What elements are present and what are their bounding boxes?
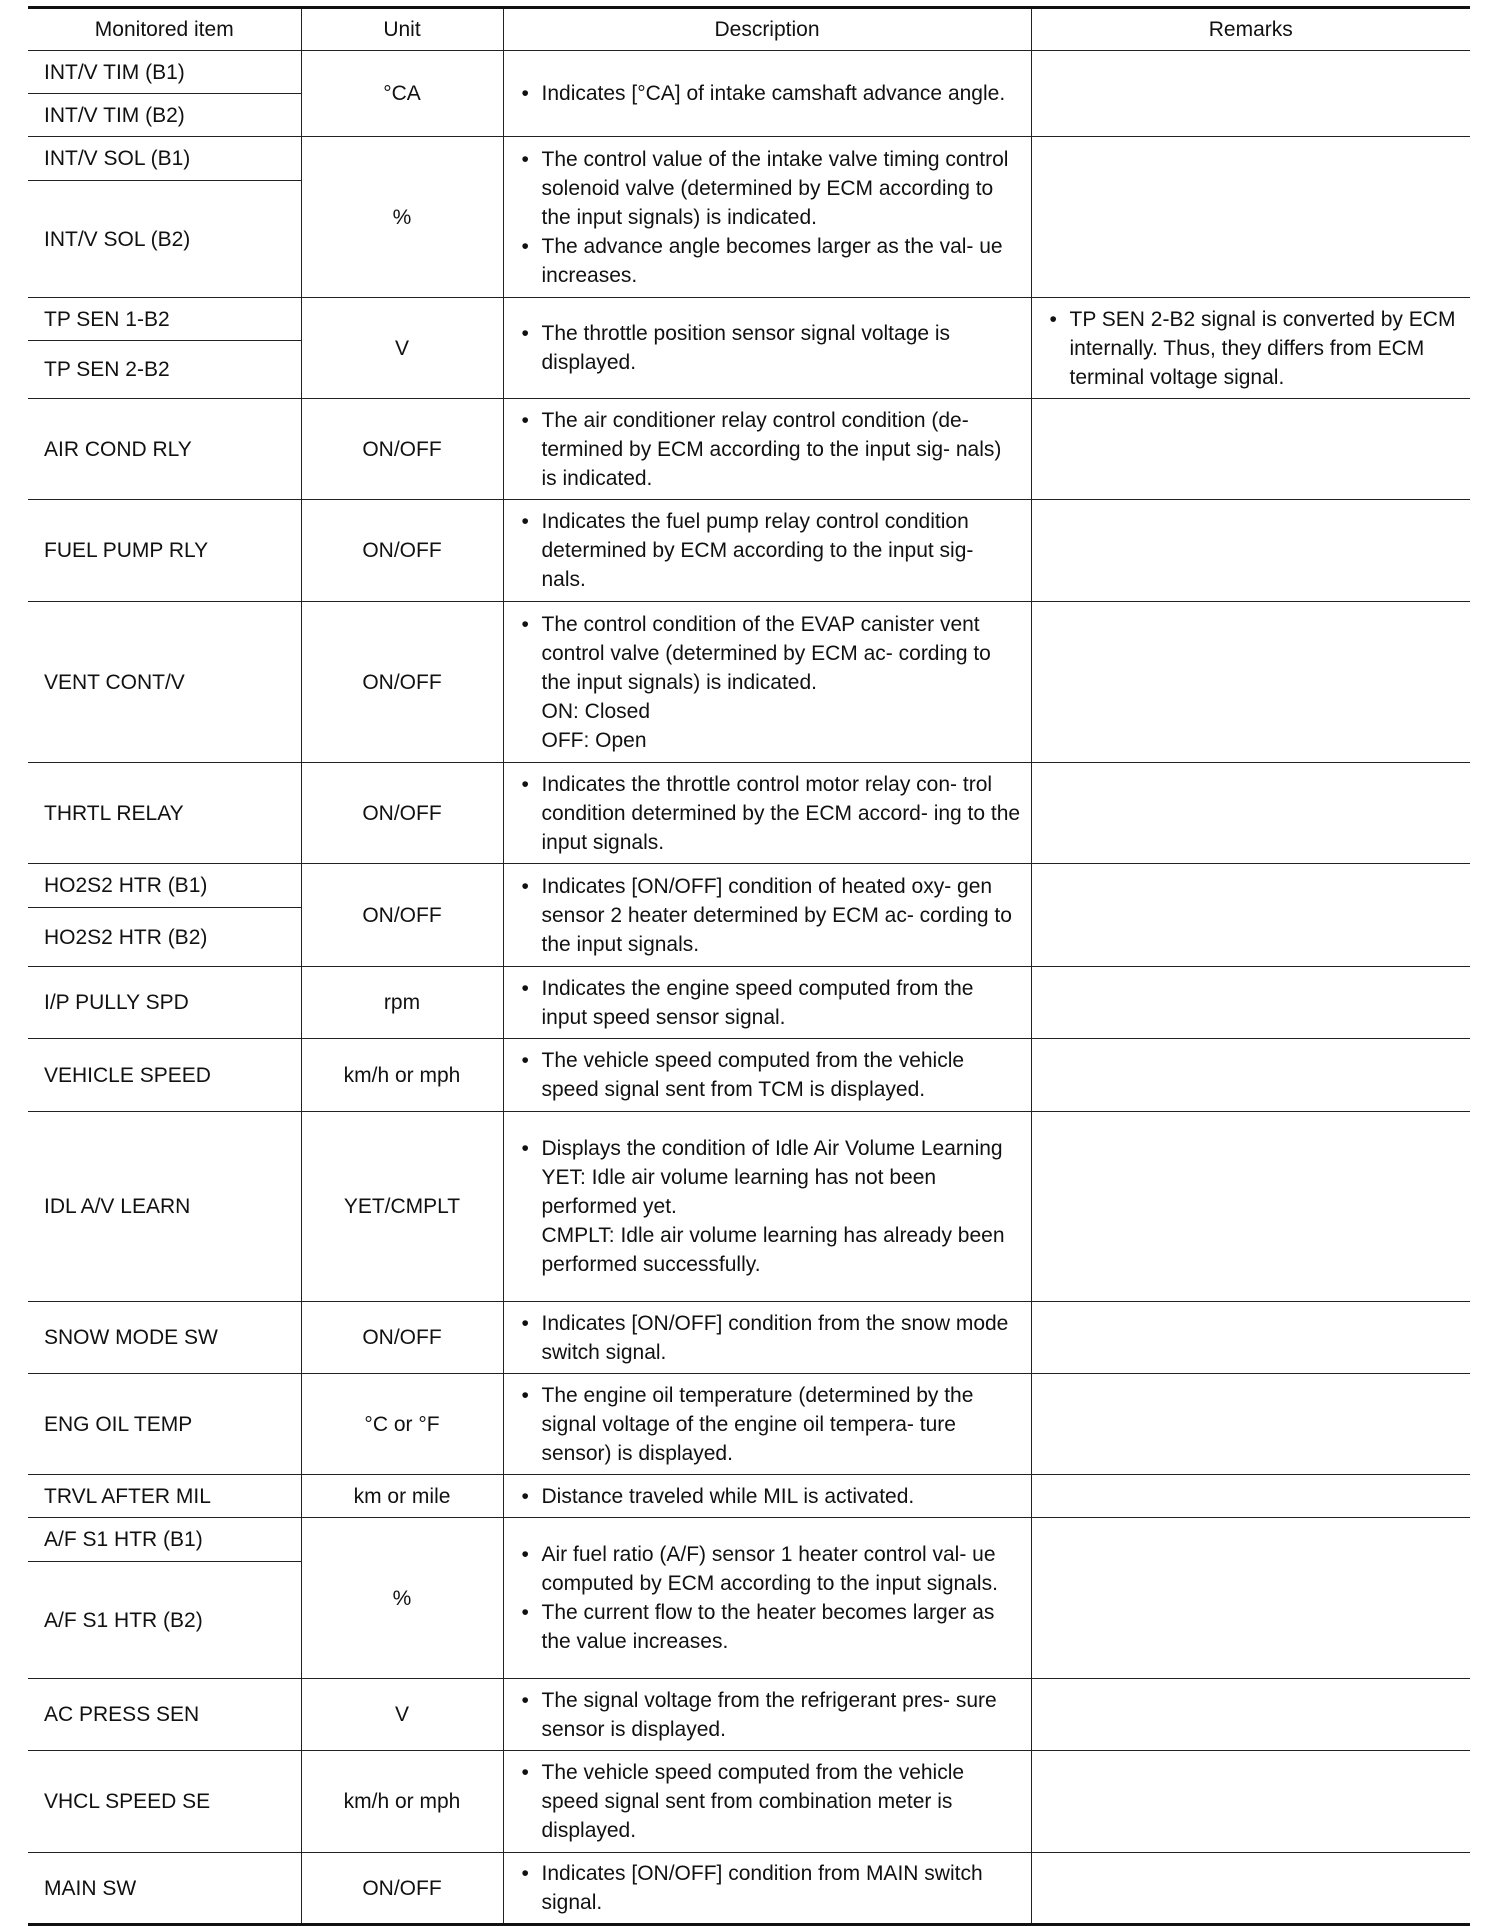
table-row	[28, 1475, 1470, 1518]
monitored-item: INT/V SOL (B1)	[28, 137, 301, 181]
monitored-item: TRVL AFTER MIL	[28, 1475, 301, 1518]
description-list	[518, 974, 1021, 1032]
table-row	[28, 1751, 1470, 1853]
unit-cell: ON/OFF	[301, 1302, 503, 1374]
remarks-cell	[1031, 1039, 1470, 1112]
table-row	[28, 137, 1470, 181]
monitored-item: VENT CONT/V	[28, 602, 301, 763]
unit-cell: ON/OFF	[301, 602, 503, 763]
table-row	[28, 1112, 1470, 1302]
description-text: CMPLT: Idle air volume learning has already been performed successfully.	[541, 1224, 1005, 1276]
description-bullet: • The advance angle becomes larger as the val- ue increases.	[518, 232, 1021, 290]
remarks-cell	[1031, 1475, 1470, 1518]
unit-cell: rpm	[301, 967, 503, 1039]
description-cell	[503, 298, 1031, 399]
remarks-cell	[1031, 1853, 1470, 1925]
description-cell	[503, 1751, 1031, 1853]
description-list	[518, 1540, 1021, 1656]
description-cell	[503, 500, 1031, 602]
table-row	[28, 602, 1470, 763]
remarks-cell	[1031, 137, 1470, 298]
header-remarks: Remarks	[1031, 8, 1470, 51]
description-cell	[503, 967, 1031, 1039]
remarks-cell	[1031, 51, 1470, 137]
description-bullet: • The current flow to the heater becomes larger as the value increases.	[518, 1598, 1021, 1656]
description-list	[518, 770, 1021, 857]
monitored-item: HO2S2 HTR (B1)	[28, 864, 301, 908]
table-row	[28, 864, 1470, 908]
description-text: YET: Idle air volume learning has not been performed yet.	[541, 1166, 937, 1218]
table-row	[28, 1302, 1470, 1374]
description-list	[518, 1758, 1021, 1845]
description-bullet	[518, 1134, 1021, 1279]
description-list	[518, 872, 1021, 959]
monitored-items-table	[28, 6, 1470, 1926]
remarks-cell	[1031, 500, 1470, 602]
description-cell	[503, 1374, 1031, 1475]
description-cell	[503, 1039, 1031, 1112]
unit-cell: km or mile	[301, 1475, 503, 1518]
monitored-item: SNOW MODE SW	[28, 1302, 301, 1374]
description-cell	[503, 1475, 1031, 1518]
table-row	[28, 298, 1470, 341]
description-list	[518, 610, 1021, 755]
description-bullet: • Indicates the engine speed computed from the input speed sensor signal.	[518, 974, 1021, 1032]
table-row	[28, 763, 1470, 864]
description-list	[518, 319, 1021, 377]
description-cell	[503, 864, 1031, 967]
description-cell	[503, 602, 1031, 763]
monitored-item: THRTL RELAY	[28, 763, 301, 864]
remarks-cell	[1031, 1112, 1470, 1302]
description-text: ON: Closed	[541, 699, 651, 723]
description-list	[518, 1686, 1021, 1744]
header-description: Description	[503, 8, 1031, 51]
remarks-cell	[1031, 763, 1470, 864]
monitored-item: VEHICLE SPEED	[28, 1039, 301, 1112]
monitored-item: ENG OIL TEMP	[28, 1374, 301, 1475]
table-row	[28, 1039, 1470, 1112]
description-bullet: • The signal voltage from the refrigerant pres- sure sensor is displayed.	[518, 1686, 1021, 1744]
unit-cell: ON/OFF	[301, 763, 503, 864]
unit-cell: ON/OFF	[301, 399, 503, 500]
description-text: • Displays the condition of Idle Air Volume Learning	[541, 1137, 1003, 1160]
description-cell	[503, 763, 1031, 864]
unit-cell: V	[301, 298, 503, 399]
description-text: • The control condition of the EVAP canister vent control valve (determined by ECM ac- cording to the input signals) is indicated.	[541, 612, 991, 694]
description-bullet: • Distance traveled while MIL is activated.	[518, 1482, 1021, 1511]
monitored-item: AIR COND RLY	[28, 399, 301, 500]
description-bullet: • Indicates [°CA] of intake camshaft advance angle.	[518, 79, 1021, 108]
unit-cell: YET/CMPLT	[301, 1112, 503, 1302]
description-bullet: • Indicates the fuel pump relay control condition determined by ECM according to the input sig- nals.	[518, 507, 1021, 594]
description-cell	[503, 1679, 1031, 1751]
description-bullet: • The vehicle speed computed from the vehicle speed signal sent from TCM is displayed.	[518, 1046, 1021, 1104]
description-bullet: • Air fuel ratio (A/F) sensor 1 heater control val- ue computed by ECM according to the input signals.	[518, 1540, 1021, 1598]
monitored-item: TP SEN 2-B2	[28, 341, 301, 399]
table-row	[28, 500, 1470, 602]
table-row	[28, 1518, 1470, 1562]
monitored-item: A/F S1 HTR (B2)	[28, 1562, 301, 1679]
description-cell	[503, 399, 1031, 500]
unit-cell: km/h or mph	[301, 1751, 503, 1853]
unit-cell: ON/OFF	[301, 500, 503, 602]
description-bullet: • Indicates the throttle control motor relay con- trol condition determined by the ECM accord- ing to the input signals.	[518, 770, 1021, 857]
description-list	[518, 1482, 1021, 1511]
description-bullet: • The control value of the intake valve timing control solenoid valve (determined by ECM according to the input signals) is indicated.	[518, 145, 1021, 232]
description-bullet: • The vehicle speed computed from the vehicle speed signal sent from combination meter is displayed.	[518, 1758, 1021, 1845]
description-cell	[503, 1302, 1031, 1374]
monitored-item: I/P PULLY SPD	[28, 967, 301, 1039]
remarks-cell	[1031, 298, 1470, 399]
remarks-cell	[1031, 602, 1470, 763]
description-cell	[503, 1853, 1031, 1925]
unit-cell: V	[301, 1679, 503, 1751]
monitored-item: VHCL SPEED SE	[28, 1751, 301, 1853]
description-list	[518, 1309, 1021, 1367]
table-row	[28, 1853, 1470, 1925]
monitored-item: IDL A/V LEARN	[28, 1112, 301, 1302]
description-list	[518, 1046, 1021, 1104]
table-row	[28, 51, 1470, 94]
description-bullet: • The air conditioner relay control condition (de- termined by ECM according to the input sig- nals) is indicated.	[518, 406, 1021, 493]
monitored-item: INT/V TIM (B1)	[28, 51, 301, 94]
remarks-cell	[1031, 1374, 1470, 1475]
description-cell	[503, 137, 1031, 298]
description-cell	[503, 1518, 1031, 1679]
remarks-cell	[1031, 1679, 1470, 1751]
monitored-item: A/F S1 HTR (B1)	[28, 1518, 301, 1562]
remarks-bullet: • TP SEN 2-B2 signal is converted by ECM internally. Thus, they differs from ECM terminal voltage signal.	[1046, 305, 1461, 392]
table-header-row	[28, 8, 1470, 51]
monitored-item: INT/V SOL (B2)	[28, 181, 301, 298]
description-cell	[503, 51, 1031, 137]
remarks-cell	[1031, 1302, 1470, 1374]
description-list	[518, 145, 1021, 290]
remarks-cell	[1031, 864, 1470, 967]
unit-cell: °CA	[301, 51, 503, 137]
remarks-cell	[1031, 1518, 1470, 1679]
unit-cell: ON/OFF	[301, 1853, 503, 1925]
description-bullet: • Indicates [ON/OFF] condition from MAIN switch signal.	[518, 1859, 1021, 1917]
description-text: OFF: Open	[541, 728, 647, 752]
description-list	[518, 1859, 1021, 1917]
table-row	[28, 967, 1470, 1039]
table-row	[28, 1679, 1470, 1751]
table-row	[28, 1374, 1470, 1475]
header-monitored-item: Monitored item	[28, 8, 301, 51]
description-bullet: • The throttle position sensor signal voltage is displayed.	[518, 319, 1021, 377]
monitored-item: AC PRESS SEN	[28, 1679, 301, 1751]
monitored-item: FUEL PUMP RLY	[28, 500, 301, 602]
remarks-list	[1046, 305, 1461, 392]
description-bullet: • Indicates [ON/OFF] condition of heated oxy- gen sensor 2 heater determined by ECM ac- cording to the input signals.	[518, 872, 1021, 959]
unit-cell: ON/OFF	[301, 864, 503, 967]
description-cell	[503, 1112, 1031, 1302]
description-list	[518, 1134, 1021, 1279]
table-row	[28, 399, 1470, 500]
unit-cell: °C or °F	[301, 1374, 503, 1475]
description-bullet: • Indicates [ON/OFF] condition from the snow mode switch signal.	[518, 1309, 1021, 1367]
description-bullet: • The engine oil temperature (determined by the signal voltage of the engine oil tempera- ture sensor) is displayed.	[518, 1381, 1021, 1468]
remarks-cell	[1031, 399, 1470, 500]
description-list	[518, 79, 1021, 108]
header-unit: Unit	[301, 8, 503, 51]
remarks-cell	[1031, 967, 1470, 1039]
monitored-item: MAIN SW	[28, 1853, 301, 1925]
description-list	[518, 406, 1021, 493]
monitored-item: HO2S2 HTR (B2)	[28, 908, 301, 967]
description-list	[518, 507, 1021, 594]
monitored-item: TP SEN 1-B2	[28, 298, 301, 341]
remarks-cell	[1031, 1751, 1470, 1853]
monitored-item: INT/V TIM (B2)	[28, 94, 301, 137]
unit-cell: km/h or mph	[301, 1039, 503, 1112]
description-list	[518, 1381, 1021, 1468]
description-bullet	[518, 610, 1021, 755]
unit-cell: %	[301, 137, 503, 298]
unit-cell: %	[301, 1518, 503, 1679]
